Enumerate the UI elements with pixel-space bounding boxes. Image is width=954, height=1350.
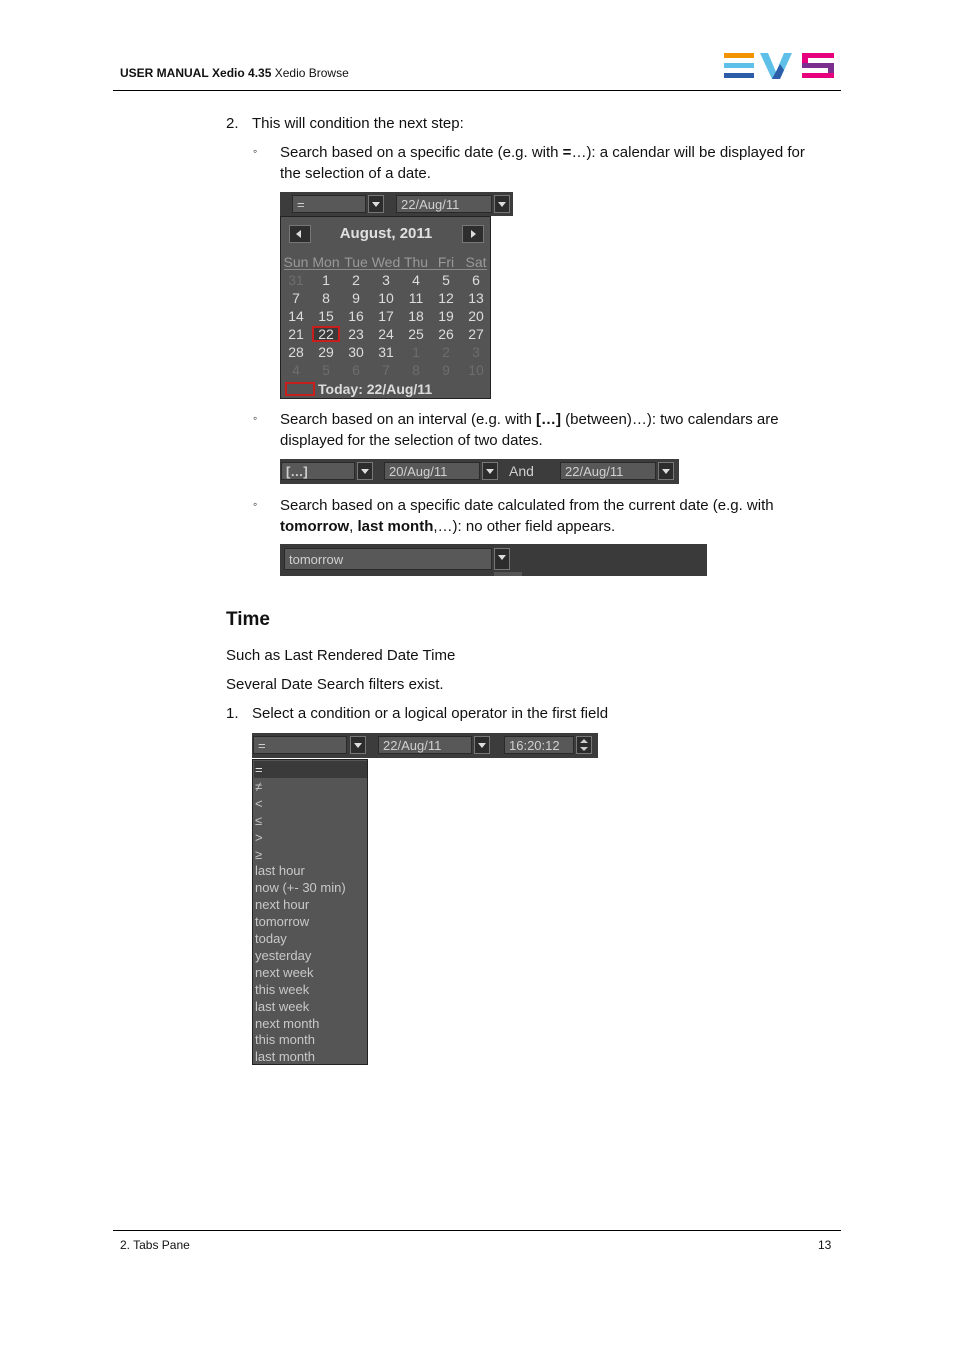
calendar-day[interactable]: 3 <box>382 272 390 288</box>
time-field[interactable]: 16:20:12 <box>504 736 574 754</box>
calendar-day[interactable]: 1 <box>322 272 330 288</box>
calendar-day[interactable]: 7 <box>292 290 300 306</box>
calendar-day[interactable]: 12 <box>438 290 454 306</box>
calendar-day-selected[interactable]: 22 <box>312 326 340 342</box>
step-2-text: This will condition the next step: <box>252 115 464 132</box>
operator-option[interactable]: = <box>254 761 367 778</box>
calendar-popup <box>280 216 491 399</box>
step-1-number: 1. <box>226 705 239 722</box>
calendar-day[interactable]: 10 <box>378 290 394 306</box>
header-product: Xedio 4.35 <box>212 66 272 80</box>
operator-option[interactable]: this month <box>255 1032 315 1048</box>
operator-option[interactable]: ≤ <box>255 812 263 828</box>
calendar-day[interactable]: 13 <box>468 290 484 306</box>
calendar-day[interactable]: 31 <box>378 344 394 360</box>
time-para-2: Several Date Search filters exist. <box>226 676 444 693</box>
time-heading: Time <box>226 609 271 630</box>
time-date-field[interactable]: 22/Aug/11 <box>378 736 472 754</box>
step-2-number: 2. <box>226 115 239 132</box>
bullet-marker: ◦ <box>253 497 258 511</box>
bullet-3-text: Search based on a specific date calculated from the current date (e.g. with tomorrow, last month,…): no other field appears. <box>280 497 774 535</box>
interval-to-field[interactable]: 22/Aug/11 <box>560 462 656 480</box>
calendar-day[interactable]: 20 <box>468 308 484 324</box>
footer-section: 2. Tabs Pane <box>120 1238 190 1252</box>
time-date-dropdown-button[interactable] <box>474 736 490 754</box>
calendar-day[interactable]: 17 <box>378 308 394 324</box>
calendar-day[interactable]: 18 <box>408 308 424 324</box>
calendar-day[interactable]: 26 <box>438 326 454 342</box>
calendar-day[interactable]: 21 <box>288 326 304 342</box>
operator-option[interactable]: this week <box>255 981 310 997</box>
operator-dropdown-list <box>252 759 368 1065</box>
day-header: Thu <box>403 254 429 270</box>
calendar-day[interactable]: 9 <box>352 290 360 306</box>
today-label[interactable]: Today: 22/Aug/11 <box>318 381 433 397</box>
calendar-day[interactable]: 27 <box>468 326 484 342</box>
operator-select[interactable]: = <box>292 195 366 213</box>
bullet-marker: ◦ <box>253 144 258 158</box>
page-header <box>120 66 349 80</box>
calendar-day[interactable]: 8 <box>412 362 420 378</box>
calendar-day[interactable]: 14 <box>288 308 304 324</box>
calendar-day[interactable]: 8 <box>322 290 330 306</box>
day-header: Wed <box>371 254 401 270</box>
interval-operator-select[interactable]: […] <box>281 462 355 480</box>
evs-logo <box>724 52 836 82</box>
footer-page-number: 13 <box>818 1238 832 1252</box>
date-dropdown-button[interactable] <box>494 195 510 213</box>
day-header: Sat <box>465 254 487 270</box>
bullet-1-text: Search based on a specific date (e.g. with =…): a calendar will be displayed for the selection of a date. <box>280 144 805 182</box>
calendar-day[interactable]: 28 <box>288 344 304 360</box>
calendar-day[interactable]: 7 <box>382 362 390 378</box>
calendar-day[interactable]: 24 <box>378 326 394 342</box>
calendar-month-title: August, 2011 <box>339 225 433 242</box>
operator-option[interactable]: next week <box>255 964 314 980</box>
relative-bar-edge <box>494 572 522 576</box>
calendar-day[interactable]: 6 <box>352 362 360 378</box>
operator-option[interactable]: last week <box>255 998 310 1014</box>
calendar-day[interactable]: 2 <box>442 344 450 360</box>
calendar-day[interactable]: 11 <box>408 290 424 306</box>
footer-rule <box>113 1230 841 1231</box>
operator-option[interactable]: today <box>255 931 287 946</box>
relative-operator-select[interactable]: tomorrow <box>284 548 492 570</box>
date-field[interactable]: 22/Aug/11 <box>396 195 492 213</box>
calendar-day[interactable]: 5 <box>442 272 450 288</box>
operator-option[interactable]: yesterday <box>255 947 312 963</box>
today-marker <box>285 382 315 396</box>
operator-option[interactable]: next month <box>255 1015 320 1031</box>
interval-from-field[interactable]: 20/Aug/11 <box>384 462 480 480</box>
calendar-day[interactable]: 1 <box>412 344 420 360</box>
interval-from-dropdown-button[interactable] <box>482 462 498 480</box>
step-1-text: Select a condition or a logical operator in the first field <box>252 705 609 722</box>
operator-option[interactable]: < <box>255 795 263 811</box>
spin-down-icon[interactable] <box>580 747 588 751</box>
calendar-day[interactable]: 10 <box>468 362 484 378</box>
time-para-1: Such as Last Rendered Date Time <box>226 647 456 664</box>
spin-up-icon[interactable] <box>580 739 588 743</box>
calendar-day[interactable]: 23 <box>348 326 364 342</box>
operator-option[interactable]: ≥ <box>255 846 263 862</box>
calendar-day[interactable]: 2 <box>352 272 360 288</box>
time-operator-dropdown-button[interactable] <box>350 736 366 754</box>
interval-to-dropdown-button[interactable] <box>658 462 674 480</box>
operator-option[interactable]: last month <box>255 1049 315 1065</box>
next-month-button[interactable] <box>462 225 484 243</box>
calendar-day[interactable]: 31 <box>288 272 304 288</box>
calendar-day[interactable]: 16 <box>348 308 364 324</box>
operator-option[interactable]: > <box>255 829 263 845</box>
day-header: Fri <box>437 254 455 270</box>
calendar-day[interactable]: 6 <box>472 272 480 288</box>
header-rule <box>113 90 841 91</box>
day-header: Mon <box>312 254 340 270</box>
calendar-day[interactable]: 15 <box>318 308 334 324</box>
calendar-day[interactable]: 9 <box>442 362 450 378</box>
calendar-day[interactable]: 4 <box>412 272 420 288</box>
operator-option[interactable]: last hour <box>255 863 305 879</box>
bullet-marker: ◦ <box>253 411 258 425</box>
day-header: Tue <box>344 254 368 270</box>
interval-and-label: And <box>509 463 534 479</box>
day-header: Sun <box>283 254 309 270</box>
operator-dropdown-button[interactable] <box>368 195 384 213</box>
relative-dropdown-button[interactable] <box>494 548 510 570</box>
calendar-day[interactable]: 3 <box>472 344 480 360</box>
time-operator-select[interactable]: = <box>253 736 347 754</box>
calendar-day[interactable]: 29 <box>318 344 334 360</box>
calendar-day[interactable]: 5 <box>322 362 330 378</box>
operator-option[interactable]: now (+- 30 min) <box>255 880 346 896</box>
bullet-2-text: Search based on an interval (e.g. with […] (between)…): two calendars are displayed for the selection of two dates. <box>280 411 779 449</box>
interval-operator-dropdown-button[interactable] <box>357 462 373 480</box>
operator-option[interactable]: ≠ <box>255 778 263 794</box>
calendar-day[interactable]: 30 <box>348 344 364 360</box>
header-module: Xedio Browse <box>274 66 349 80</box>
calendar-day[interactable]: 25 <box>408 326 424 342</box>
operator-option[interactable]: next hour <box>255 897 310 913</box>
operator-option[interactable]: tomorrow <box>255 914 310 930</box>
header-manual: USER MANUAL <box>120 66 209 80</box>
calendar-day[interactable]: 4 <box>292 362 300 378</box>
calendar-day[interactable]: 19 <box>438 308 454 324</box>
prev-month-button[interactable] <box>289 225 311 243</box>
time-spinner[interactable] <box>576 736 592 754</box>
